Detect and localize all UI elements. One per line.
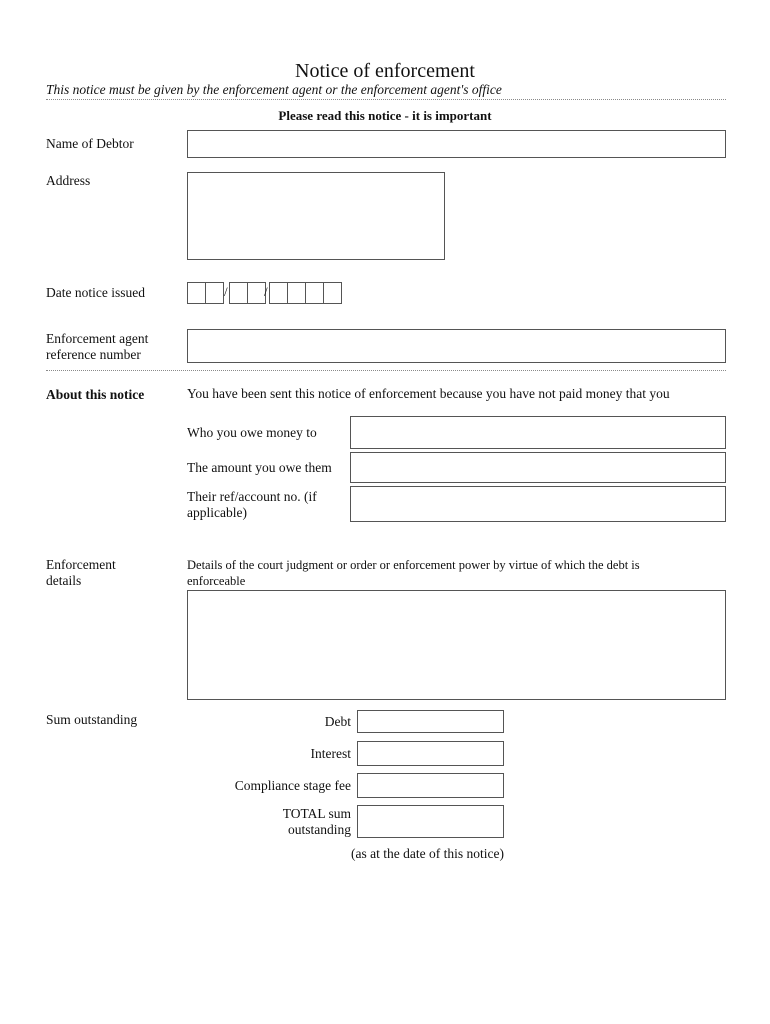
section-divider <box>46 370 726 371</box>
amount-owed-label: The amount you owe them <box>187 460 332 475</box>
important-notice: Please read this notice - it is important <box>278 108 492 123</box>
date-year-digit-3[interactable] <box>305 282 324 304</box>
date-separator: / <box>224 284 228 299</box>
their-ref-field[interactable] <box>350 486 726 522</box>
compliance-fee-field[interactable] <box>357 773 504 798</box>
about-heading: About this notice <box>46 387 145 402</box>
agent-ref-label: Enforcement agent reference number <box>46 331 149 362</box>
page-title: Notice of enforcement <box>295 60 475 82</box>
page-subtitle: This notice must be given by the enforcement agent or the enforcement agent's office <box>46 82 502 97</box>
address-label: Address <box>46 173 91 188</box>
enforcement-details-field[interactable] <box>187 590 726 700</box>
enforcement-description: Details of the court judgment or order or enforcement power by virtue of which the debt is enforceable <box>187 558 640 588</box>
date-year-digit-2[interactable] <box>287 282 306 304</box>
date-note: (as at the date of this notice) <box>351 846 504 861</box>
interest-label: Interest <box>310 746 351 761</box>
date-month-digit-1[interactable] <box>229 282 248 304</box>
address-field[interactable] <box>187 172 445 260</box>
date-issued-label: Date notice issued <box>46 285 145 300</box>
interest-field[interactable] <box>357 741 504 766</box>
date-separator: / <box>264 284 268 299</box>
owe-to-label: Who you owe money to <box>187 425 317 440</box>
enforcement-details-label: Enforcement details <box>46 557 116 588</box>
sum-outstanding-label: Sum outstanding <box>46 712 138 727</box>
date-year-digit-1[interactable] <box>269 282 288 304</box>
debt-field[interactable] <box>357 710 504 733</box>
date-day-digit-2[interactable] <box>205 282 224 304</box>
date-day-digit-1[interactable] <box>187 282 206 304</box>
debt-label: Debt <box>324 714 351 729</box>
total-sum-label: TOTAL sum outstanding <box>282 806 351 837</box>
compliance-fee-label: Compliance stage fee <box>234 778 351 793</box>
owe-to-field[interactable] <box>350 416 726 449</box>
debtor-name-label: Name of Debtor <box>46 136 134 151</box>
debtor-name-field[interactable] <box>187 130 726 158</box>
agent-ref-field[interactable] <box>187 329 726 363</box>
date-year-digit-4[interactable] <box>323 282 342 304</box>
total-sum-field[interactable] <box>357 805 504 838</box>
amount-owed-field[interactable] <box>350 452 726 483</box>
their-ref-label: Their ref/account no. (if applicable) <box>187 489 317 520</box>
header-divider <box>46 99 726 100</box>
about-intro: You have been sent this notice of enforcement because you have not paid money that you <box>187 386 670 401</box>
